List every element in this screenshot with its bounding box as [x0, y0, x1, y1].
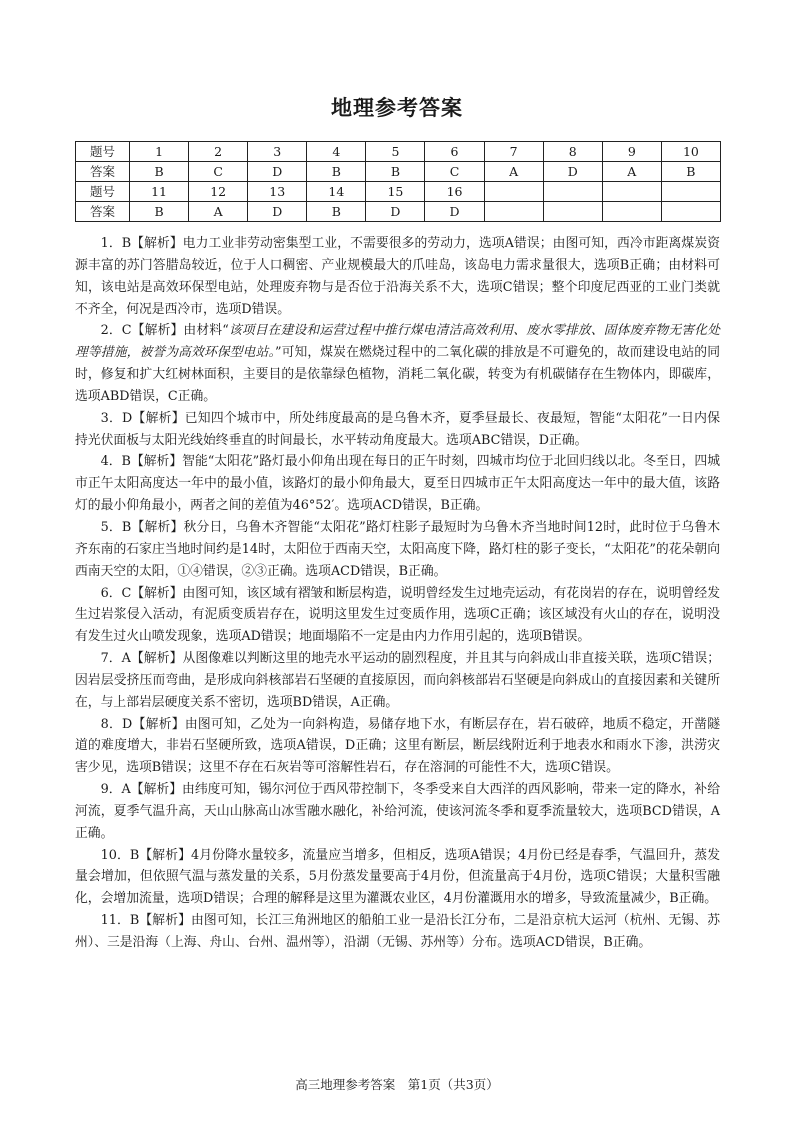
empty-cell [661, 202, 720, 222]
answer-cell: B [307, 202, 366, 222]
empty-cell [484, 182, 543, 202]
explanation-11: 11．B【解析】由图可知，长江三角洲地区的船舶工业一是沿长江分布，二是沿京杭大运河（杭州、无锡、苏州）、三是沿海（上海、舟山、台州、温州等），沿湖（无锡、苏州等）分布。选项ACD错误，B正确。 [75, 913, 720, 950]
answer-cell: D [425, 202, 484, 222]
question-number: 4 [307, 142, 366, 162]
row-label: 答案 [76, 162, 130, 182]
row-label: 题号 [76, 142, 130, 162]
question-number: 1 [130, 142, 189, 162]
answer-cell: C [189, 162, 248, 182]
answer-cell: B [130, 202, 189, 222]
page-footer: 高三地理参考答案 第1页（共3页） [295, 1077, 499, 1092]
explanation-2-lead: 2．C【解析】由材料“ [100, 323, 229, 339]
explanation-10: 10．B【解析】4月份降水量较多，流量应当增多，但相反，选项A错误；4月份已经是春季，气温回升，蒸发量会增加，但依照气温与蒸发量的关系，5月份蒸发量要高于4月份，但流量高于4月份，选项C错误；大量积雪融化，会增加流量，选项D错误；合理的解释是这里为灌溉农业区，4月份灌溉用水的增多，导致流量减少，B正确。 [75, 847, 720, 907]
question-number: 15 [366, 182, 425, 202]
explanations [75, 233, 720, 954]
explanation-4: 4．B【解析】智能“太阳花”路灯最小仰角出现在每日的正午时刻，四城市均位于北回归线以北。冬至日，四城市正午太阳高度达一年中的最小值，该路灯的最小仰角最大，夏至日四城市正午太阳高度达一年中的最大值，该路灯的最小仰角最小，两者之间的差值为46°52′。选项ACD错误，B正确。 [75, 454, 720, 514]
answer-cell: D [248, 202, 307, 222]
row-label: 答案 [76, 202, 130, 222]
empty-cell [661, 182, 720, 202]
empty-cell [543, 182, 602, 202]
question-number: 12 [189, 182, 248, 202]
material-quote: 该项目在建设和运营过程中推行煤电清洁高效利用、废水零排放、固体废弃物无害化处理等措施，被誉为高效环保型电站。 [75, 323, 720, 361]
answer-cell: A [484, 162, 543, 182]
explanation-3: 3．D【解析】已知四个城市中，所处纬度最高的是乌鲁木齐，夏季昼最长、夜最短，智能“太阳花”一日内保持光伏面板与太阳光线始终垂直的时间最长，水平转动角度最大。选项ABC错误，D正确。 [75, 410, 720, 448]
page-title: 地理参考答案 [331, 96, 463, 120]
explanation-9: 9．A【解析】由纬度可知，锡尔河位于西风带控制下，冬季受来自大西洋的西风影响，带来一定的降水，补给河流，夏季气温升高，天山山脉高山冰雪融水融化，补给河流，使该河流冬季和夏季流量较大，选项BCD错误，A正确。 [75, 782, 720, 841]
answer-row-2 [76, 202, 721, 222]
question-number: 7 [484, 142, 543, 162]
question-number: 8 [543, 142, 602, 162]
answer-cell: A [602, 162, 661, 182]
empty-cell [484, 202, 543, 222]
explanation-8: 8．D【解析】由图可知，乙处为一向斜构造，易储存地下水，有断层存在，岩石破碎，地质不稳定，开凿隧道的难度增大，非岩石坚硬所致，选项A错误，D正确；这里有断层，断层线附近利于地表水和雨水下渗，洪涝灾害少见，选项B错误；这里不存在石灰岩等可溶解性岩石，存在溶洞的可能性不大，选项C错误。 [75, 716, 720, 776]
question-number: 16 [425, 182, 484, 202]
question-number-row-1 [76, 142, 721, 162]
answer-cell: A [189, 202, 248, 222]
question-number: 14 [307, 182, 366, 202]
question-number: 13 [248, 182, 307, 202]
answer-cell: B [366, 162, 425, 182]
answer-cell: D [248, 162, 307, 182]
question-number-row-2 [76, 182, 721, 202]
question-number: 11 [130, 182, 189, 202]
empty-cell [602, 202, 661, 222]
question-number: 6 [425, 142, 484, 162]
answer-cell: B [307, 162, 366, 182]
empty-cell [543, 202, 602, 222]
empty-cell [602, 182, 661, 202]
answer-cell: C [425, 162, 484, 182]
explanation-2 [75, 320, 720, 407]
answer-cell: D [366, 202, 425, 222]
explanation-7: 7．A【解析】从图像难以判断这里的地壳水平运动的剧烈程度，并且其与向斜成山非直接关联，选项C错误；因岩层受挤压而弯曲，是形成向斜核部岩石坚硬的直接原因，而向斜核部岩石坚硬是向斜成山的直接因素和关键所在，与上部岩层硬度关系不密切，选项BD错误，A正确。 [75, 651, 720, 710]
explanation-1: 1．B【解析】电力工业非劳动密集型工业，不需要很多的劳动力，选项A错误；由图可知，西冷市距离煤炭资源丰富的苏门答腊岛较近，位于人口稠密、产业规模最大的爪哇岛，该岛电力需求量很大，选项B正确；由材料可知，该电站是高效环保型电站，处理废弃物与是否位于沿海关系不大，选项C错误；整个印度尼西亚的工业门类就不齐全，何况是西冷市，选项D错误。 [75, 236, 720, 317]
question-number: 2 [189, 142, 248, 162]
answer-table [75, 141, 721, 222]
answer-cell: B [130, 162, 189, 182]
question-number: 9 [602, 142, 661, 162]
row-label: 题号 [76, 182, 130, 202]
question-number: 3 [248, 142, 307, 162]
question-number: 10 [661, 142, 720, 162]
answer-cell: D [543, 162, 602, 182]
question-number: 5 [366, 142, 425, 162]
answer-cell: B [661, 162, 720, 182]
explanation-5: 5．B【解析】秋分日，乌鲁木齐智能“太阳花”路灯柱影子最短时为乌鲁木齐当地时间12时，此时位于乌鲁木齐东南的石家庄当地时间约是14时，太阳位于西南天空，太阳高度下降，路灯柱的影子变长，“太阳花”的花朵朝向西南天空的太阳，①④错误，②③正确。选项ACD错误，B正确。 [75, 519, 720, 579]
answer-row-1 [76, 162, 721, 182]
explanation-6: 6．C【解析】由图可知，该区域有褶皱和断层构造，说明曾经发生过地壳运动，有花岗岩的存在，说明曾经发生过岩浆侵入活动，有泥质变质岩存在，说明这里发生过变质作用，选项C正确；该区域没有火山的存在，说明没有发生过火山喷发现象，选项AD错误；地面塌陷不一定是由内力作用引起的，选项B错误。 [75, 585, 720, 645]
explanation-2-rest: ”可知，煤炭在燃烧过程中的二氧化碳的排放是不可避免的，故而建设电站的同时，修复和扩大红树林面积，主要目的是依靠绿色植物，消耗二氧化碳，转变为有机碳储存在生物体内，即碳库，选项ABD错误，C正确。 [75, 345, 720, 404]
